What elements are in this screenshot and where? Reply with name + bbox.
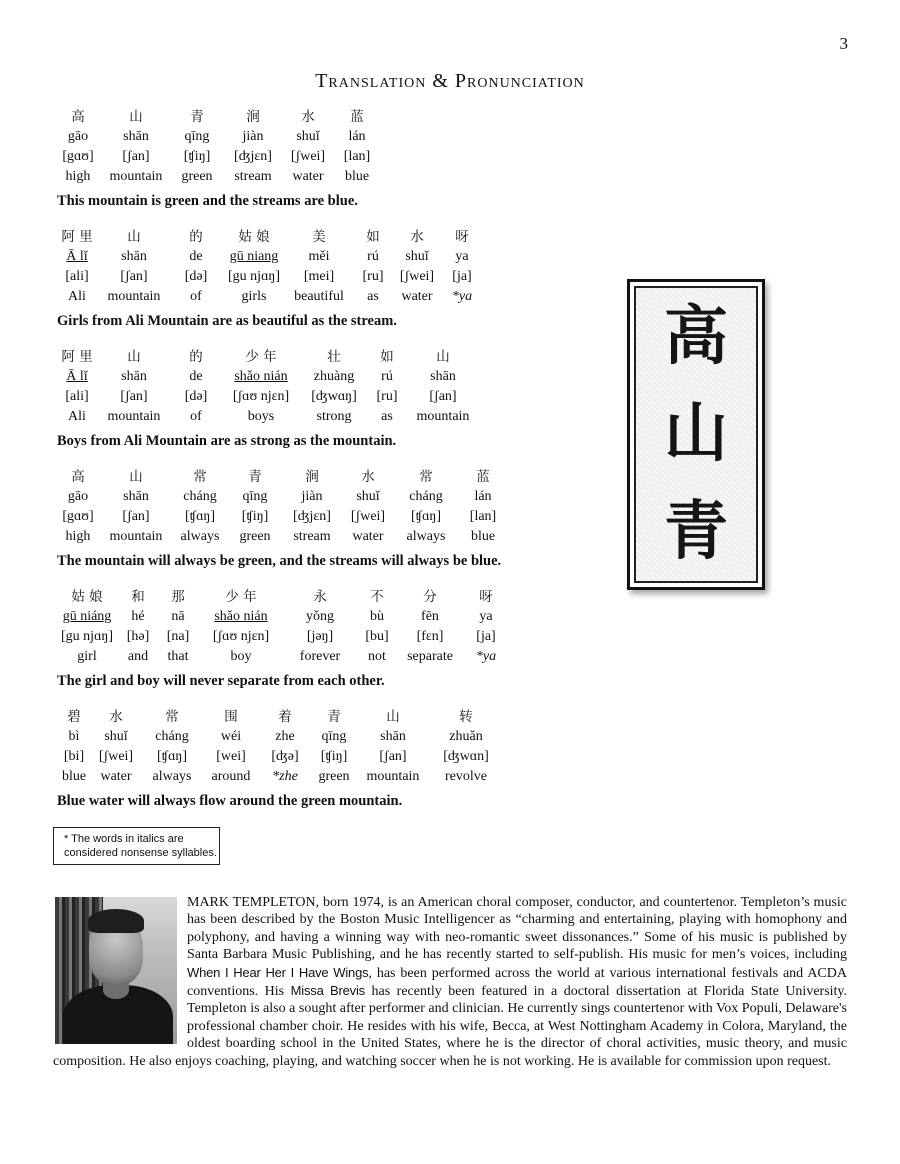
hanzi-cell: 转 (459, 709, 473, 725)
gloss-cell: water (292, 169, 324, 184)
composer-biography (53, 894, 847, 1070)
hanzi-cell: 阿 里 (61, 349, 93, 365)
hanzi-cell: 分 (423, 589, 437, 605)
ipa-cell: [ʤjɛn] (293, 509, 331, 524)
calligraphy-panel (634, 286, 758, 583)
gloss-cell: girl (77, 649, 97, 664)
pinyin-cell: gū niáng (62, 609, 112, 624)
hanzi-cell: 少 年 (225, 589, 257, 605)
hanzi-cell: 青 (190, 109, 204, 125)
pinyin-cell: bì (68, 729, 80, 744)
pinyin-cell: rú (367, 249, 379, 264)
gloss-cell: green (181, 169, 213, 184)
ipa-cell: [ru] (362, 269, 384, 284)
pinyin-cell: shān (123, 489, 149, 504)
hanzi-cell: 碧 (67, 709, 81, 725)
ipa-cell: [ʧɑŋ] (184, 509, 215, 524)
stanza-translation: Girls from Ali Mountain are as beautiful as the stream. (57, 313, 397, 329)
hanzi-cell: 青 (327, 709, 341, 725)
pinyin-cell: shuǐ (405, 249, 429, 264)
hanzi-cell: 山 (129, 469, 143, 485)
ipa-cell: [gu njɑŋ] (61, 629, 113, 644)
hanzi-cell: 常 (165, 709, 179, 725)
hanzi-cell: 围 (224, 709, 238, 725)
gloss-cell: water (352, 529, 384, 544)
gloss-cell: mountain (107, 409, 161, 424)
ipa-cell: [ʧiŋ] (320, 749, 348, 764)
ipa-cell: [ʤjɛn] (234, 149, 272, 164)
ipa-cell: [ʃan] (122, 509, 150, 524)
hanzi-cell: 青 (248, 469, 262, 485)
pinyin-cell: jiàn (242, 129, 264, 144)
ipa-cell: [ʃɑʊ njɛn] (232, 389, 290, 404)
pinyin-cell: fēn (421, 609, 439, 624)
stanza-1 (57, 107, 383, 210)
gloss-cell: as (367, 289, 379, 304)
hanzi-cell: 水 (109, 709, 123, 725)
hanzi-cell: 常 (193, 469, 207, 485)
gloss-cell: not (368, 649, 386, 664)
gloss-cell: stream (293, 529, 331, 544)
gloss-cell: Ali (68, 289, 86, 304)
hanzi-cell: 的 (189, 349, 203, 365)
stanza-4 (57, 467, 509, 570)
ipa-cell: [ʃwei] (290, 149, 326, 164)
hanzi-cell: 呀 (455, 229, 469, 245)
ipa-cell: [ja] (452, 269, 472, 284)
pinyin-cell: shān (121, 369, 147, 384)
ipa-cell: [ru] (376, 389, 398, 404)
gloss-cell: separate (407, 649, 453, 664)
pinyin-cell: shān (430, 369, 456, 384)
pinyin-cell: gāo (67, 489, 89, 504)
bio-work-title: Missa Brevis (290, 983, 365, 999)
stanza-translation: The mountain will always be green, and the streams will always be blue. (57, 553, 502, 569)
ipa-cell: [lan] (343, 149, 371, 164)
bio-work-title: When I Hear Her I Have Wings (187, 964, 369, 980)
ipa-cell: [fɛn] (416, 629, 444, 644)
hanzi-cell: 不 (370, 589, 384, 605)
page-number: 3 (839, 34, 848, 53)
hanzi-cell: 山 (127, 229, 141, 245)
hanzi-cell: 高 (71, 469, 85, 485)
ipa-cell: [ʤwɑŋ] (311, 389, 357, 404)
hanzi-cell: 水 (410, 229, 424, 245)
gloss-cell: mountain (109, 529, 163, 544)
ipa-cell: [ʃan] (122, 149, 150, 164)
stanza-2 (57, 227, 485, 330)
ipa-cell: [ʃan] (379, 749, 407, 764)
gloss-cell: around (211, 769, 251, 784)
pinyin-cell: shǎo nián (234, 369, 288, 384)
gloss-cell: always (180, 529, 220, 544)
calligraphy-character: 高 (664, 298, 728, 374)
pinyin-cell: lán (348, 129, 366, 144)
hanzi-cell: 美 (312, 229, 326, 245)
ipa-cell: [jəŋ] (306, 629, 334, 644)
ipa-cell: [ali] (65, 389, 89, 404)
ipa-cell: [ʃwei] (98, 749, 134, 764)
ipa-cell: [ʃan] (429, 389, 457, 404)
hanzi-cell: 姑 娘 (71, 589, 103, 605)
hanzi-cell: 涧 (246, 109, 260, 125)
hanzi-cell: 水 (301, 109, 315, 125)
gloss-cell: of (190, 289, 202, 304)
ipa-cell: [ʧɑŋ] (410, 509, 441, 524)
ipa-cell: [ʃɑʊ njɛn] (212, 629, 270, 644)
hanzi-cell: 常 (419, 469, 433, 485)
gloss-cell: and (127, 649, 149, 664)
ipa-cell: [ja] (476, 629, 496, 644)
pinyin-cell: zhe (275, 729, 295, 744)
gloss-cell: forever (299, 649, 341, 664)
ipa-cell: [mei] (303, 269, 335, 284)
gloss-cell: blue (470, 529, 496, 544)
gloss-cell: strong (316, 409, 352, 424)
stanza-translation: Blue water will always flow around the green mountain. (57, 793, 403, 809)
ipa-cell: [də] (184, 389, 208, 404)
ipa-cell: [ʃan] (120, 269, 148, 284)
gloss-cell: Ali (68, 409, 86, 424)
note-line: * The words in italics are (64, 833, 184, 845)
hanzi-cell: 山 (129, 109, 143, 125)
hanzi-cell: 少 年 (245, 349, 277, 365)
stanza-3 (57, 347, 479, 450)
gloss-cell: of (190, 409, 202, 424)
pinyin-cell: měi (308, 249, 330, 264)
pinyin-cell: shān (380, 729, 406, 744)
gloss-cell: that (167, 649, 189, 664)
gloss-cell: always (406, 529, 446, 544)
gloss-cell: stream (234, 169, 272, 184)
gloss-cell: water (401, 289, 433, 304)
bio-text: has recently been featured in a doctoral dissertation at Florida State University. Templeton is also a sought after performer and clinician. He currently sings countertenor with Vox Populi, Delaware's professional chamber choir. He resides with his wife, Becca, at West Nottingham Academy in Colora, Maryland, the oldest boarding school in the United States, where he is the director of choral activities, music theory, and music composition. He also enjoys coaching, playing, and watching soccer when he is not working. He is available for commission upon request. (53, 984, 848, 1069)
hanzi-cell: 山 (386, 709, 400, 725)
ipa-cell: [ali] (65, 269, 89, 284)
hanzi-cell: 着 (278, 709, 292, 725)
pinyin-cell: de (189, 369, 203, 384)
ipa-cell: [wei] (216, 749, 246, 764)
pinyin-cell: cháng (183, 489, 217, 504)
pinyin-cell: shuǐ (356, 489, 380, 504)
pinyin-cell: shān (121, 249, 147, 264)
ipa-cell: [gu njɑŋ] (228, 269, 280, 284)
bio-text: , has been performed across the world at various international festivals and ACDA conventions. His (187, 965, 847, 1000)
gloss-cell: boy (230, 649, 252, 664)
calligraphy-character: 山 (664, 396, 728, 472)
pinyin-cell: yǒng (306, 609, 334, 624)
hanzi-cell: 蓝 (350, 109, 364, 125)
gloss-cell: boys (247, 409, 275, 424)
gloss-cell: *ya (451, 289, 473, 304)
pinyin-cell: shuǐ (296, 129, 320, 144)
hanzi-cell: 山 (127, 349, 141, 365)
gloss-cell: mountain (366, 769, 420, 784)
hanzi-cell: 壮 (327, 349, 341, 365)
gloss-cell: green (318, 769, 350, 784)
hanzi-cell: 呀 (479, 589, 493, 605)
pinyin-cell: qīng (321, 729, 347, 744)
hanzi-cell: 涧 (305, 469, 319, 485)
ipa-cell: [də] (184, 269, 208, 284)
hanzi-cell: 姑 娘 (238, 229, 270, 245)
ipa-cell: [ʃwei] (399, 269, 435, 284)
gloss-cell: mountain (107, 289, 161, 304)
calligraphy-character: 青 (664, 494, 728, 570)
gloss-cell: *zhe (272, 769, 298, 784)
stanza-translation: The girl and boy will never separate from each other. (57, 673, 385, 689)
bio-text: MARK TEMPLETON, born 1974, is an American choral composer, conductor, and countertenor. Templeton’s music has been described by the Boston Music Intelligencer as “charming and entertaining, playing with homophony and polyphony, and having a winning way with neo-romantic sweet dissonances.” Some of his music is published by Santa Barbara Music Publishing, and he has recently started to self-publish. His music for men’s voices, including (187, 895, 847, 963)
pinyin-cell: bù (370, 609, 384, 624)
ipa-cell: [bu] (365, 629, 389, 644)
hanzi-cell: 蓝 (476, 469, 490, 485)
pinyin-cell: Ā lǐ (66, 369, 88, 384)
gloss-cell: *ya (475, 649, 497, 664)
ipa-cell: [ʤə] (271, 749, 299, 764)
pinyin-cell: hé (131, 609, 145, 624)
gloss-cell: mountain (109, 169, 163, 184)
ipa-cell: [hə] (126, 629, 150, 644)
pinyin-cell: cháng (155, 729, 189, 744)
nonsense-syllables-note (53, 827, 220, 865)
hanzi-cell: 那 (171, 589, 185, 605)
stanza-translation: Boys from Ali Mountain are as strong as the mountain. (57, 433, 397, 449)
pinyin-cell: lán (474, 489, 492, 504)
ipa-cell: [ʃan] (120, 389, 148, 404)
calligraphy-artwork (627, 279, 765, 590)
gloss-cell: high (65, 169, 91, 184)
ipa-cell: [gɑʊ] (62, 149, 94, 164)
gloss-cell: high (65, 529, 91, 544)
pinyin-cell: nā (171, 609, 185, 624)
gloss-cell: blue (61, 769, 87, 784)
hanzi-cell: 高 (71, 109, 85, 125)
gloss-cell: blue (344, 169, 370, 184)
note-line: considered nonsense syllables. (64, 847, 217, 859)
pinyin-cell: gāo (67, 129, 89, 144)
page-title: Translation & Pronunciation (315, 70, 585, 92)
ipa-cell: [bi] (63, 749, 85, 764)
pinyin-cell: de (189, 249, 203, 264)
pinyin-cell: Ā lǐ (66, 249, 88, 264)
hanzi-cell: 山 (436, 349, 450, 365)
gloss-cell: girls (241, 289, 267, 304)
pinyin-cell: shuǐ (104, 729, 128, 744)
hanzi-cell: 和 (131, 589, 145, 605)
stanza-6 (57, 707, 503, 810)
pinyin-cell: qīng (242, 489, 268, 504)
pinyin-cell: zhuǎn (449, 729, 483, 744)
photo-spacer (53, 894, 187, 1040)
gloss-cell: always (152, 769, 192, 784)
pinyin-cell: wéi (220, 729, 242, 744)
ipa-cell: [gɑʊ] (62, 509, 94, 524)
pinyin-cell: shǎo nián (214, 609, 268, 624)
ipa-cell: [ʧiŋ] (183, 149, 211, 164)
hanzi-cell: 的 (189, 229, 203, 245)
hanzi-cell: 如 (366, 229, 380, 245)
pinyin-cell: qīng (184, 129, 210, 144)
pinyin-cell: ya (455, 249, 469, 264)
ipa-cell: [na] (166, 629, 190, 644)
ipa-cell: [ʃwei] (350, 509, 386, 524)
hanzi-cell: 水 (361, 469, 375, 485)
gloss-cell: revolve (445, 769, 487, 784)
gloss-cell: water (100, 769, 132, 784)
hanzi-cell: 如 (380, 349, 394, 365)
pinyin-cell: zhuàng (313, 369, 355, 384)
gloss-cell: as (381, 409, 393, 424)
ipa-cell: [ʤwɑn] (443, 749, 489, 764)
pinyin-cell: gū niang (229, 249, 279, 264)
pinyin-cell: shān (123, 129, 149, 144)
pinyin-cell: rú (381, 369, 393, 384)
gloss-cell: green (239, 529, 271, 544)
pinyin-cell: jiàn (301, 489, 323, 504)
hanzi-cell: 阿 里 (61, 229, 93, 245)
ipa-cell: [ʧɑŋ] (156, 749, 187, 764)
gloss-cell: mountain (416, 409, 470, 424)
stanza-5 (57, 587, 511, 690)
ipa-cell: [lan] (469, 509, 497, 524)
gloss-cell: beautiful (294, 289, 344, 304)
pinyin-cell: ya (479, 609, 493, 624)
stanza-translation: This mountain is green and the streams are blue. (57, 193, 358, 209)
hanzi-cell: 永 (313, 589, 327, 605)
ipa-cell: [ʧiŋ] (241, 509, 269, 524)
pinyin-cell: cháng (409, 489, 443, 504)
